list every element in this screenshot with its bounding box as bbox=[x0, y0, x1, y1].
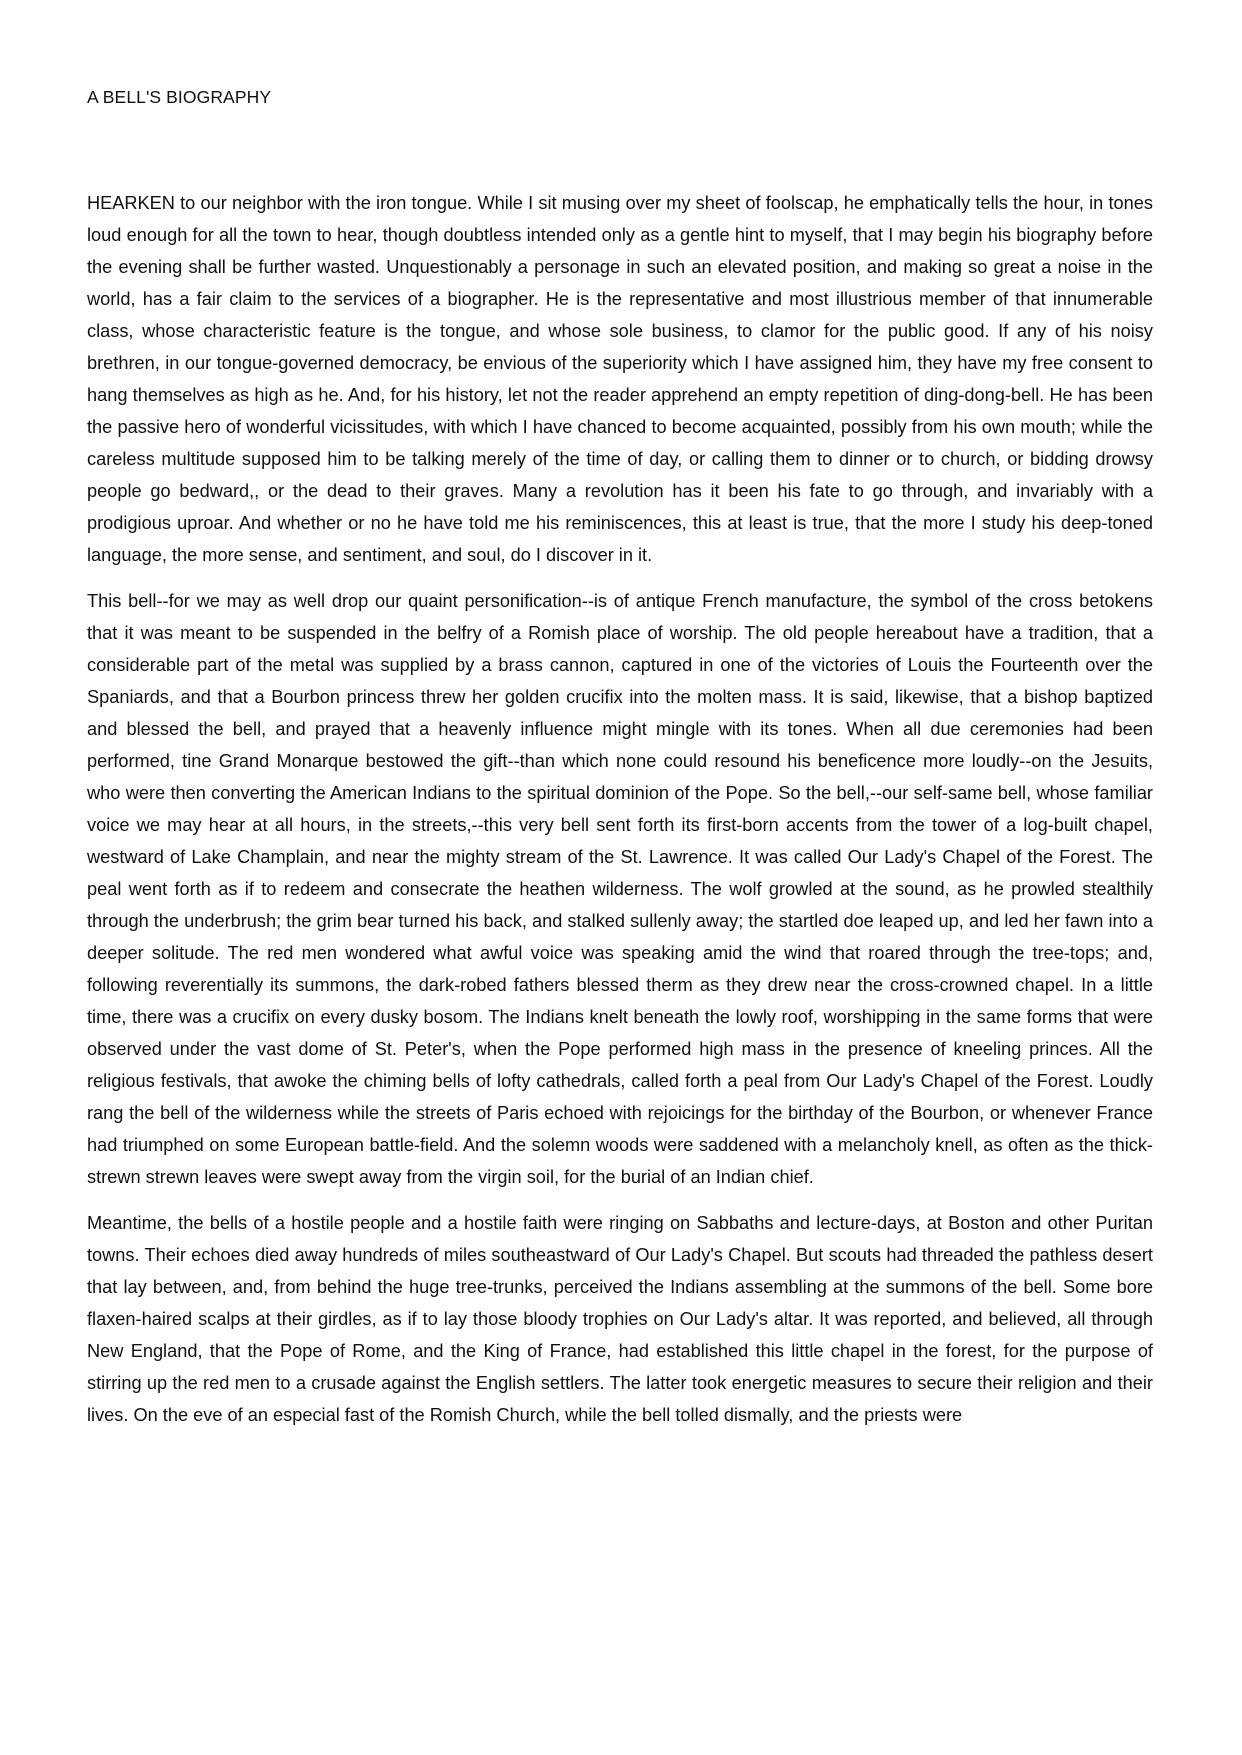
paragraph-1: HEARKEN to our neighbor with the iron tongue. While I sit musing over my sheet of foolscap, he emphatically tells the hour, in tones loud enough for all the town to hear, though doubtless intended only as a gentle hint to myself, that I may begin his biography before the evening shall be further wasted. Unquestionably a personage in such an elevated position, and making so great a noise in the world, has a fair claim to the services of a biographer. He is the representative and most illustrious member of that innumerable class, whose characteristic feature is the tongue, and whose sole business, to clamor for the public good. If any of his noisy brethren, in our tongue-governed democracy, be envious of the superiority which I have assigned him, they have my free consent to hang themselves as high as he. And, for his history, let not the reader apprehend an empty repetition of ding-dong-bell. He has been the passive hero of wonderful vicissitudes, with which I have chanced to become acquainted, possibly from his own mouth; while the careless multitude supposed him to be talking merely of the time of day, or calling them to dinner or to church, or bidding drowsy people go bedward,, or the dead to their graves. Many a revolution has it been his fate to go through, and invariably with a prodigious uproar. And whether or no he have told me his reminiscences, this at least is true, that the more I study his deep-toned language, the more sense, and sentiment, and soul, do I discover in it. bbox=[87, 193, 1153, 565]
document-title: A BELL'S BIOGRAPHY bbox=[87, 87, 272, 107]
paragraph-3: Meantime, the bells of a hostile people and a hostile faith were ringing on Sabbaths and lecture-days, at Boston and other Puritan towns. Their echoes died away hundreds of miles southeastward of Our Lady's Chapel. But scouts had threaded the pathless desert that lay between, and, from behind the huge tree-trunks, perceived the Indians assembling at the summons of the bell. Some bore flaxen-haired scalps at their girdles, as if to lay those bloody trophies on Our Lady's altar. It was reported, and believed, all through New England, that the Pope of Rome, and the King of France, had established this little chapel in the forest, for the purpose of stirring up the red men to a crusade against the English settlers. The latter took energetic measures to secure their religion and their lives. On the eve of an especial fast of the Romish Church, while the bell tolled dismally, and the priests were bbox=[87, 1213, 1153, 1425]
document-page bbox=[87, 85, 1153, 1445]
paragraph-2: This bell--for we may as well drop our quaint personification--is of antique French manufacture, the symbol of the cross betokens that it was meant to be suspended in the belfry of a Romish place of worship. The old people hereabout have a tradition, that a considerable part of the metal was supplied by a brass cannon, captured in one of the victories of Louis the Fourteenth over the Spaniards, and that a Bourbon princess threw her golden crucifix into the molten mass. It is said, likewise, that a bishop baptized and blessed the bell, and prayed that a heavenly influence might mingle with its tones. When all due ceremonies had been performed, tine Grand Monarque bestowed the gift--than which none could resound his beneficence more loudly--on the Jesuits, who were then converting the American Indians to the spiritual dominion of the Pope. So the bell,--our self-same bell, whose familiar voice we may hear at all hours, in the streets,--this very bell sent forth its first-born accents from the tower of a log-built chapel, westward of Lake Champlain, and near the mighty stream of the St. Lawrence. It was called Our Lady's Chapel of the Forest. The peal went forth as if to redeem and consecrate the heathen wilderness. The wolf growled at the sound, as he prowled stealthily through the underbrush; the grim bear turned his back, and stalked sullenly away; the startled doe leaped up, and led her fawn into a deeper solitude. The red men wondered what awful voice was speaking amid the wind that roared through the tree-tops; and, following reverentially its summons, the dark-robed fathers blessed therm as they drew near the cross-crowned chapel. In a little time, there was a crucifix on every dusky bosom. The Indians knelt beneath the lowly roof, worshipping in the same forms that were observed under the vast dome of St. Peter's, when the Pope performed high mass in the presence of kneeling princes. All the religious festivals, that awoke the chiming bells of lofty cathedrals, called forth a peal from Our Lady's Chapel of the Forest. Loudly rang the bell of the wilderness while the streets of Paris echoed with rejoicings for the birthday of the Bourbon, or whenever France had triumphed on some European battle-field. And the solemn woods were saddened with a melancholy knell, as often as the thick-strewn strewn leaves were swept away from the virgin soil, for the burial of an Indian chief. bbox=[87, 591, 1153, 1187]
